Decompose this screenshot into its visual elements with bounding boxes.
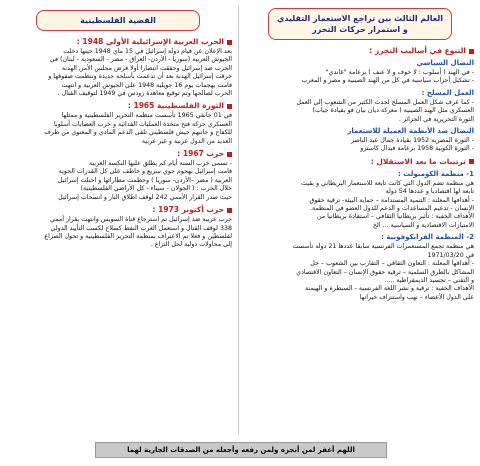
bullet-square-icon	[227, 104, 232, 109]
text-line: المشاكل بالطرق السلمية – ترقية حقوق الإنسان – التعاون الاقتصادي	[296, 268, 474, 276]
post-independence-heading	[246, 157, 474, 167]
text-line: الأهداف الخفية : ترقية و نشر اللغة الفرنسية - السيطرة و الهيمنة	[305, 285, 474, 293]
text-line: و التقني – تجسيد الديمقراطية .....	[384, 276, 474, 284]
client-regimes-heading: النضال ضد الأنظمة العميلة للاستعمار	[347, 127, 474, 136]
text-line: الحرب لصالحها وتم توقيع معاهدة رودس في 1949 لتوقيف القتال .	[57, 90, 232, 98]
left-column	[4, 4, 232, 436]
left-title: القضية الفلسطينية	[36, 10, 200, 31]
war-1973-heading	[4, 205, 232, 215]
text-line: حرب عربية ضد إسرائيل تم استرجاع قناة السويس وانتهت بقرار أممي	[50, 216, 232, 224]
text-line: - أهدافها المعلنة : التعاون الثقافي – التقارب بين الشعوب – حل	[310, 260, 474, 268]
text-line: الإنسان - تدعيم المساعدات و الدعم للدول العضو في المنظمة.	[310, 205, 474, 213]
bullet-square-icon	[469, 159, 474, 164]
war-1967-text	[4, 160, 232, 202]
text-line: - تسمى حرب الستة أيام كم يطلق عليها النكسة العربية	[89, 160, 232, 168]
text-line: العربية ( مصر –الأردن- سوريا ) وحطمت مطاراتها و احتلت إسرائيل	[57, 176, 232, 184]
francophonie-text	[246, 243, 474, 302]
text-line: العسكري مثل الهند الصينية ( معركة ديان بيان فو بقيادة جياب)	[312, 107, 474, 115]
francophonie-heading: 2- المنظمة الفرانكوفونية :	[381, 233, 474, 242]
political-struggle-heading: النضال السياسي	[416, 59, 474, 67]
bullet-square-icon	[227, 40, 232, 45]
right-column	[246, 4, 474, 436]
text-line: للكفاح و جانبهم جيش فلسطيني تلقى الدعم المادي و المعنوي من طرف	[44, 129, 232, 137]
text-line: إلى محاولات دولية لحل النزاع .	[150, 241, 232, 249]
text-line: لفلسطين و فعلا تم الاعتراف بمنظمة التحرير الفلسطينية و تحول الصراع	[44, 232, 232, 240]
liberation-methods-heading	[246, 46, 474, 56]
post-independence-heading-text: ترتيبات ما بعد الاستقلال :	[370, 156, 466, 166]
text-line: قامت بهجمات يوم 16 جويلية 1948 على الجيوش العربية و انتهت	[61, 81, 232, 89]
text-line: الأهداف الخفية : تأثير بريطانيا الثقافي – استفادة بريطانيا من	[316, 213, 474, 221]
revolution-1965-text	[4, 112, 232, 146]
liberation-methods-heading-text: التنوع في أساليب التحرر :	[369, 46, 466, 55]
client-regimes-text	[246, 137, 474, 154]
footer-prayer: اللهم أغفر لمن أنجزه ولمن رفعه وأجعله من الصدقات الجارية لهما	[95, 442, 387, 458]
right-title: العالم الثالث بين تراجع الاستعمار التقليدي و استمرار حركات التحرر	[268, 8, 452, 40]
text-line: - الثورة المصرية 1952 بقيادة جمال عبد الناصر	[350, 137, 474, 145]
text-line: تابعة لها اقتصاديا و عددها 54 دولة	[385, 188, 474, 196]
political-struggle-text	[246, 69, 474, 86]
text-line: - في الهند ( أسلوب : لا خوف و لا عنف ) بزعامة "غاندي"	[325, 69, 474, 76]
text-line: الحرب ضد إسرائيل وحققت انتصارا أولا فرض مجلس الأمن الهدنة	[61, 64, 232, 72]
text-line: الامتيازات الاقتصادية و السياسية ... الخ	[372, 221, 474, 229]
text-line: خرقت إسرائيل الهدنة بعد أن تدعمت بأسلحة جديدة وتنظمت صفوفها و	[48, 73, 232, 81]
text-line: العديد من الدول عربية و غير عربية	[141, 137, 232, 145]
text-line: 338 لوقف القتال و استعمل العرب النفط كسلاح لكسب التأييد الدولي	[50, 224, 232, 232]
text-line: هي منظمة تضم الدول التي كانت تابعة للاستعمار البريطاني و بقيت	[301, 179, 474, 187]
armed-struggle-heading: العمل المسلح :	[421, 88, 474, 97]
text-line: الجيوش العربية (سوريا - الأردن- العراق - مصر - السعودية - لبنان) في	[49, 56, 232, 64]
commonwealth-heading: 1- منظمة الكومنولث :	[398, 169, 474, 178]
war-1948-heading	[4, 37, 232, 47]
text-line: في 01 جانفي 1965 تأسست منظمة التحرير الفلسطينية و ممثلها	[61, 112, 232, 120]
text-line: حيث صدر القرار الأممي 242 لوقف اطلاق النار و انسحاب إسرائيل	[58, 193, 232, 201]
text-line: خلال الحرب : ( الجولان - سيناء - كل الأراضي الفلسطينية)	[80, 185, 232, 193]
text-line: بعد الإعلان عن قيام دولة إسرائيل في 15 ماي 1948 حينها دخلت	[63, 48, 232, 55]
text-line: - كما عرف شكل العمل المسلح لحدث الكثير من الشعوب إلى العمل	[296, 98, 474, 106]
text-line: - أهدافها المعلنة : التنمية المستدامة – حماية البيئة- ترقية حقوق	[309, 196, 474, 204]
war-1967-heading-text: حرب 1967 :	[177, 149, 224, 159]
war-1948-heading-text: الحرب العربية الإسرائيلية الأولى 1948 :	[76, 37, 224, 46]
war-1967-heading	[4, 149, 232, 159]
bullet-square-icon	[227, 152, 232, 157]
text-line: الثورة التحريرية في الجزائر .	[398, 115, 474, 123]
armed-struggle-text	[246, 99, 474, 124]
text-line: هي منظمة تجمع المستعمرات الفرنسية سابقا عددها 21 دولة تأسست	[292, 243, 474, 251]
war-1973-text	[4, 216, 232, 250]
text-line: - الثورة الكوبية 1958 بزعامة فيدال كاسترو	[360, 145, 474, 153]
text-line: العسكري حركة فتح متخذة العمليات الفدائية و حرب العصابات أسلوبا	[53, 120, 232, 128]
text-line: على الدول الأعضاء – نهب واستنزاف خيراتها	[359, 293, 474, 301]
column-divider	[238, 6, 239, 434]
text-line: في 1971/03/20	[427, 251, 474, 259]
text-line: قامت إسرائيل بهجوم جوي سريع و خاطف على كل القدرات الجوية	[58, 168, 232, 176]
commonwealth-text	[246, 180, 474, 230]
bullet-square-icon	[227, 208, 232, 213]
text-line: - تشكيل أحزاب سياسية في كل من الهند الصينية و مصر و المغرب	[301, 77, 474, 85]
war-1948-text	[4, 48, 232, 98]
bullet-square-icon	[469, 49, 474, 54]
war-1973-heading-text: حرب أكتوبر 1973 :	[152, 205, 224, 215]
revolution-1965-heading	[4, 101, 232, 111]
revolution-1965-heading-text: الثورة الفلسطينية 1965 :	[127, 101, 224, 111]
